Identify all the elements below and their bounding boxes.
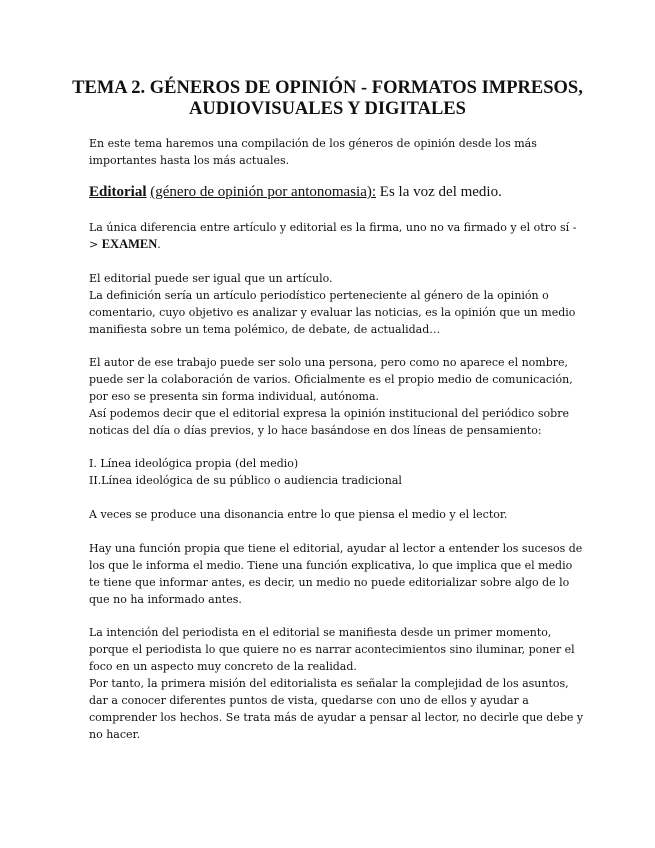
text-line: manifiesta sobre un tema polémico, de debate, de actualidad… (89, 323, 441, 336)
text-line (89, 236, 559, 253)
text-line: El editorial puede ser igual que un artículo. (89, 272, 333, 285)
editorial-term: Editorial (89, 184, 147, 200)
text-line: no hacer. (89, 728, 141, 741)
text-line: por eso se presenta sin forma individual, autónoma. (89, 390, 380, 403)
text-line: La definición sería un artículo periodístico perteneciente al género de la opinión o (89, 289, 549, 302)
text-line: dar a conocer diferentes puntos de vista, quedarse con uno de ellos y ayudar a (89, 694, 529, 707)
text-line: Hay una función propia que tiene el editorial, ayudar al lector a entender los sucesos de (89, 542, 583, 555)
text-line: porque el periodista lo que quiere no es narrar acontecimientos sino iluminar, poner el (89, 643, 575, 656)
editorial-heading (89, 184, 559, 201)
text-line: Por tanto, la primera misión del editorialista es señalar la complejidad de los asuntos, (89, 677, 569, 690)
text-line: importantes hasta los más actuales. (89, 154, 290, 167)
definition-paragraph (89, 270, 576, 338)
author-paragraph (89, 354, 573, 439)
difference-paragraph (89, 219, 577, 253)
lines-of-thought-list (89, 455, 559, 489)
text-line: En este tema haremos una compilación de los géneros de opinión desde los más (89, 137, 537, 150)
text-line: comentario, cuyo objetivo es analizar y evaluar las noticias, es la opinión que un medio (89, 306, 576, 319)
text-line: La única diferencia entre artículo y editorial es la firma, uno no va firmado y el otro sí - (89, 221, 577, 234)
editorial-note: (género de opinión por antonomasia): (150, 184, 377, 200)
text-line: que no ha informado antes. (89, 593, 242, 606)
intro-paragraph (89, 135, 559, 169)
text-line: puede ser la colaboración de varios. Oficialmente es el propio medio de comunicación, (89, 373, 573, 386)
text-line: te tiene que informar antes, es decir, un medio no puede editorializar sobre algo de lo (89, 576, 570, 589)
period: . (157, 238, 161, 251)
arrow-prefix: > (89, 238, 102, 251)
text-line: foco en un aspecto muy concreto de la realidad. (89, 660, 357, 673)
document-title (40, 78, 615, 120)
text-line: A veces se produce una disonancia entre lo que piensa el medio y el lector. (89, 508, 508, 521)
text-line: El autor de ese trabajo puede ser solo una persona, pero como no aparece el nombre, (89, 356, 569, 369)
intention-paragraph (89, 624, 584, 743)
function-paragraph (89, 540, 583, 608)
text-line: comprender los hechos. Se trata más de ayudar a pensar al lector, no decirle que debe y (89, 711, 584, 724)
exam-keyword: EXAMEN (101, 237, 158, 251)
title-line-2: AUDIOVISUALES Y DIGITALES (189, 99, 466, 119)
dissonance-paragraph (89, 506, 559, 523)
text-line: Así podemos decir que el editorial expresa la opinión institucional del periódico sobre (89, 407, 569, 420)
editorial-definition: Es la voz del medio. (376, 184, 502, 200)
text-line: los que le informa el medio. Tiene una función explicativa, lo que implica que el medio (89, 559, 573, 572)
text-line: noticas del día o días previos, y lo hace basándose en dos líneas de pensamiento: (89, 424, 542, 437)
text-line: La intención del periodista en el editorial se manifiesta desde un primer momento, (89, 626, 552, 639)
list-item: I. Línea ideológica propia (del medio) (89, 457, 299, 470)
title-line-1: TEMA 2. GÉNEROS DE OPINIÓN - FORMATOS IMPRESOS, (72, 78, 583, 98)
list-item: II.Línea ideológica de su público o audiencia tradicional (89, 474, 402, 487)
